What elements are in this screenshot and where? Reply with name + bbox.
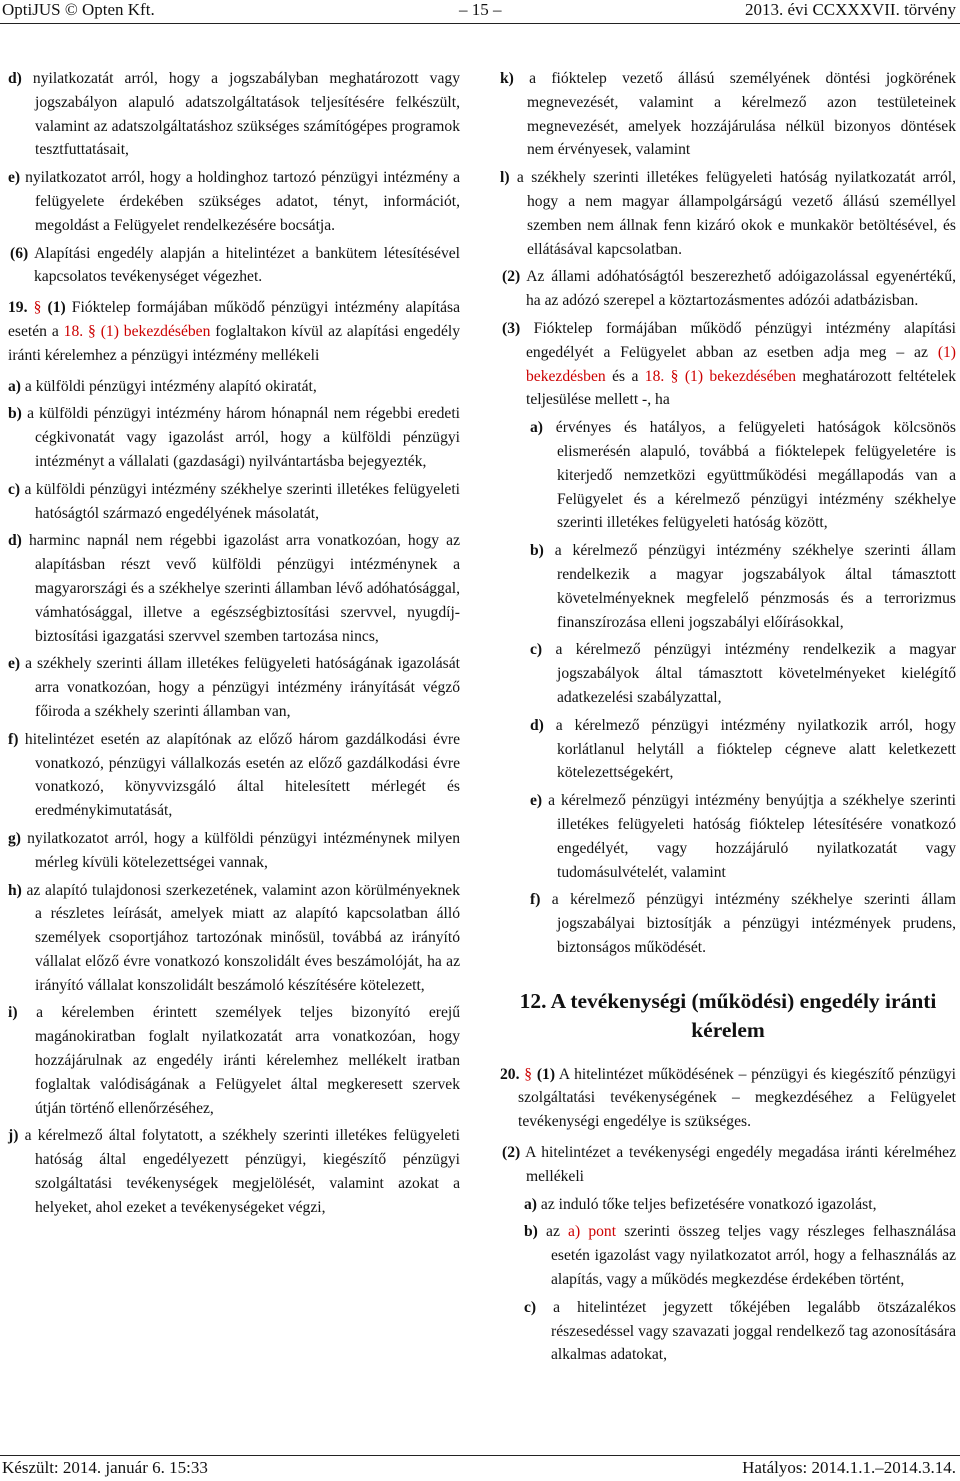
list-item: c) a kérelmező pénzügyi intézmény rendelkezik a magyar jogszabályok által támasztott követelményeket kielégítő adatkezelési szabályzattal, bbox=[530, 641, 956, 706]
item-d-prev: d) nyilatkozatát arról, hogy a jogszabályban meghatározott vagy jogszabályon alapuló adatszolgáltatások teljesítésére felkészült, valamint az adatszolgáltatáshoz szükséges számítógépes programok tesztfuttatásait, bbox=[8, 70, 460, 159]
section-20: 20. § (1) A hitelintézet működésének – pénzügyi és kiegészítő pénzügyi szolgáltatási tevékenységének – megkezdéséhez a Felügyelet tevékenységi engedélye is szükséges. bbox=[500, 1065, 956, 1131]
list-item: b) a kérelmező pénzügyi intézmény székhelye szerinti állam rendelkezik a magyar jogszabályok által támasztott követelményeknek megfelelő pénzmosás és a terrorizmus finanszírozása elleni jogszabályi előírásokkal, bbox=[530, 542, 956, 631]
list-item: c) a hitelintézet jegyzett tőkéjében legalább ötszázalékos részesedéssel vagy szavazati joggal rendelkező tag azonosítására alkalmas adatokat, bbox=[524, 1298, 956, 1364]
paragraph-6: (6) Alapítási engedély alapján a hitelintézet a bankütem létesítésével kapcsolatos tevékenységet végezhet. bbox=[10, 244, 460, 286]
list-item: l) a székhely szerinti illetékes felügyeleti hatóság nyilatkozatát arról, hogy a nem magyar állampolgárságú vezető állású személlyel szemben nem állnak fenn kizáró okok e munkakör betöltésével, és ellátásával kapcsolatban. bbox=[500, 169, 956, 258]
list-item: g) nyilatkozatot arról, hogy a külföldi pénzügyi intézménynek milyen mérleg kívüli kötelezettségei vannak, bbox=[8, 829, 460, 871]
page-footer bbox=[0, 1458, 960, 1480]
created-date: Készült: 2014. január 6. 15:33 bbox=[2, 1458, 208, 1477]
page-number: – 15 – bbox=[459, 0, 502, 19]
footer-rule bbox=[0, 1455, 960, 1456]
list-item: d) a kérelmező pénzügyi intézmény nyilatkozik arról, hogy korlátlanul helytáll a fióktelep cégneve alatt keletkezett kötelezettségekért, bbox=[530, 716, 956, 782]
list-item: e) a kérelmező pénzügyi intézmény benyújtja a székhelye szerinti illetékes felügyeleti hatóság fióktelep létesítésére vonatkozó engedélyét, vagy hozzájáruló nyilatkozatát vagy tudomásulvételét, valamint bbox=[530, 792, 956, 881]
list-item: b) a külföldi pénzügyi intézmény három hónapnál nem régebbi eredeti cégkivonatát vagy igazolást arról, hogy a külföldi pénzügyi intézményt a vállalati (gazdasági) nyilvántartásba bejegyezték, bbox=[8, 405, 460, 470]
item-e-prev: e) nyilatkozatot arról, hogy a holdinghoz tartozó pénzügyi intézmény a felügyelete érdekében szükséges adatot, tényt, információt, megoldást a Felügyelet rendelkezésére bocsátja. bbox=[8, 169, 460, 234]
section-heading: 12. A tevékenységi (működési) engedély iránti kérelem bbox=[519, 988, 937, 1042]
list-item: h) az alapító tulajdonosi szerkezetének, valamint azon körülményeknek a részletes leírását, amelyek miatt az alapító kapcsolatban álló személyek csoportjához tartozónak minősül, továbbá az irányító vállalat előző évre vonatkozó konszolidált éves beszámolóját, ha az irányító vállalat konszolidált beszámoló készítésére kötelezett, bbox=[8, 881, 460, 994]
list-item: e) a székhely szerinti állam illetékes felügyeleti hatóságának igazolását arra vonatkozóan, hogy a pénzügyi intézmény irányítását végző főiroda a székhely szerinti államban van, bbox=[8, 655, 460, 720]
ref-18-1[interactable]: 18. § (1) bekezdésében bbox=[644, 367, 797, 385]
effective-range: Hatályos: 2014.1.1.–2014.3.14. bbox=[742, 1458, 956, 1477]
list-item: f) hitelintézet esetén az alapítónak az előző három gazdálkodási évre vonatkozó, pénzügyi vállalkozás esetén az előző gazdálkodási évre vonatkozó, könyvvizsgáló által hitelesített mérlegét és eredménykimutatását, bbox=[8, 730, 460, 820]
list-item: i) a kérelemben érintett személyek teljes bizonyító erejű magánokiratban foglalt nyilatkozatát arra vonatkozóan, hogy hozzájárulnak az engedély iránti kérelemhez mellékelt iratban foglaltak valódiságának a Felügyelet által megkeresett szervek útján történő ellenőrzéséhez, bbox=[8, 1004, 460, 1117]
left-column bbox=[8, 67, 460, 1224]
ref-1-bekezdes[interactable]: (1) bekezdésben bbox=[526, 343, 956, 385]
paragraph-2: (2) Az állami adóhatóságtól beszerezhető adóigazolással egyenértékű, ha az adózó szerepel a köztartozásmentes adózói adatbázisban. bbox=[502, 268, 956, 310]
right-column bbox=[500, 67, 956, 1371]
ref-18-1[interactable]: 18. § (1) bekezdésében bbox=[63, 322, 211, 340]
list-item: b) az a) pont szerinti összeg teljes vagy részleges felhasználása esetén igazolást vagy nyilatkozatot arról, hogy a felhasználás az alapítás, vagy a működés megkezdése érdekében történt, bbox=[524, 1223, 956, 1289]
list-item: c) a külföldi pénzügyi intézmény székhelye szerinti illetékes felügyeleti hatóságtól származó engedélyének másolatát, bbox=[8, 480, 460, 522]
list-item: k) a fióktelep vezető állású személyének döntési jogkörének megnevezését, valamint a kérelmező azon testületeinek megnevezését, amelyek hozzájárulása nélkül bizonyos döntések nem érvényesek, valamint bbox=[500, 70, 956, 159]
ref-a-pont[interactable]: a) pont bbox=[568, 1223, 617, 1241]
list-item: a) érvényes és hatályos, a felügyeleti hatóságok kölcsönös elismerésén alapuló, továbbá a fióktelepek felügyeletére is kiterjedő nemzetközi együttműködési megállapodás van a Felügyelet és a kérelmező pénzügyi intézmény székhelye szerinti illetékes felügyeleti hatóság között, bbox=[530, 419, 956, 532]
list-item: d) harminc napnál nem régebbi igazolást arra vonatkozóan, hogy az alapításban részt vevő külföldi pénzügyi intézménynek a magyarországi és a székhelye szerinti államban lévő adóhatósággal, vámhatósággal, illetve a egészségbiztosítási szervvel, nyugdíj-biztosítási igazgatási szervvel szemben tartozása nincs, bbox=[8, 532, 460, 645]
page-header bbox=[0, 0, 960, 22]
header-rule bbox=[0, 23, 960, 24]
law-title: 2013. évi CCXXXVII. törvény bbox=[744, 0, 956, 19]
section-19: 19. § (1) Fióktelep formájában működő pénzügyi intézmény alapítása esetén a 18. § (1) bekezdésében foglaltakon kívül az alapítási engedély iránti kérelemhez a pénzügyi intézmény mellékeli bbox=[8, 299, 461, 364]
list-item: j) a kérelmező által folytatott, a székhely szerinti illetékes felügyeleti hatóság által engedélyezett pénzügyi, kiegészítő pénzügyi szolgáltatási tevékenységek megjelölését, valamint azokat a helyeket, ahol ezeket a tevékenységeket végzi, bbox=[8, 1127, 460, 1216]
list-item: a) a külföldi pénzügyi intézmény alapító okiratát, bbox=[8, 377, 317, 395]
paragraph-20-2: (2) A hitelintézet a tevékenységi engedély megadása iránti kérelméhez mellékeli bbox=[502, 1144, 956, 1185]
publisher: OptiJUS © Opten Kft. bbox=[2, 0, 155, 19]
paragraph-3: (3) Fióktelep formájában működő pénzügyi intézmény alapítási engedélyét a Felügyelet abban az esetben adja meg – az (1) bekezdésben és a 18. § (1) bekezdésében meghatározott feltételek teljesülése mellett -, ha bbox=[502, 319, 957, 409]
list-item: f) a kérelmező pénzügyi intézmény székhelye szerinti állam jogszabályai biztosítják a pénzügyi intézmények prudens, biztonságos működését. bbox=[530, 891, 956, 956]
list-item: a) az induló tőke teljes befizetésére vonatkozó igazolást, bbox=[524, 1195, 877, 1213]
